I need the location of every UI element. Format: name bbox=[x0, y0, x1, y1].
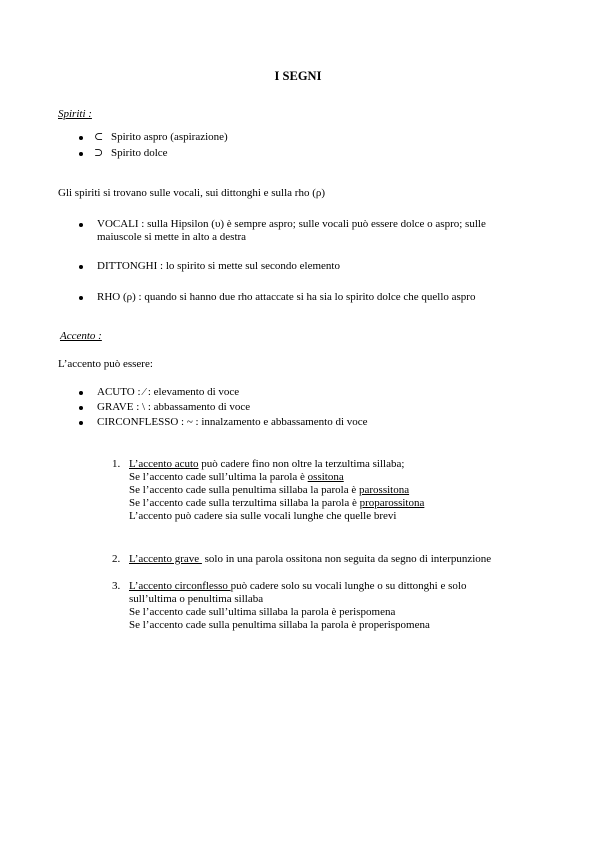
rule-rho: RHO (ρ) : quando si hanno due rho attaccate si ha sia lo spirito dolce che quello aspro bbox=[97, 291, 476, 303]
bullet-icon bbox=[79, 391, 83, 395]
line-text: Se l’accento cade sulla penultima sillaba la parola è bbox=[129, 484, 359, 496]
bullet-icon bbox=[79, 152, 83, 156]
spirito-dolce-symbol: ⊃ bbox=[94, 147, 104, 159]
numbered-item-1-line5: L’accento può cadere sia sulle vocali lunghe che quelle brevi bbox=[129, 510, 397, 522]
accento-intro: L’accento può essere: bbox=[58, 358, 153, 370]
term-proparossitona: proparossitona bbox=[359, 497, 425, 509]
list-number: 1. bbox=[112, 458, 121, 470]
rule-dittonghi: DITTONGHI : lo spirito si mette sul secondo elemento bbox=[97, 260, 340, 272]
accento-acuto: ACUTO : ⁄ : elevamento di voce bbox=[97, 386, 240, 398]
rule-vocali-line1: VOCALI : sulla Hipsilon (υ) è sempre aspro; sulle vocali può essere dolce o aspro; sulle bbox=[97, 218, 486, 230]
section-heading-accento: Accento : bbox=[60, 330, 102, 342]
bullet-icon bbox=[79, 406, 83, 410]
numbered-item-2-line1 bbox=[129, 553, 491, 566]
accento-acuto-label: L’accento acuto bbox=[129, 458, 199, 470]
numbered-item-1-line4 bbox=[129, 497, 424, 510]
rule-vocali-line2: maiuscole si mette in alto a destra bbox=[97, 231, 247, 243]
accento-circonflesso-label: L’accento circonflesso bbox=[129, 580, 231, 592]
numbered-item-3-line1 bbox=[129, 580, 466, 593]
bullet-icon bbox=[79, 223, 83, 227]
bullet-icon bbox=[79, 296, 83, 300]
list-number: 3. bbox=[112, 580, 121, 592]
bullet-icon bbox=[79, 421, 83, 425]
line-text: Se l’accento cade sulla terzultima sillaba la parola è bbox=[129, 497, 360, 509]
spirito-dolce-text: Spirito dolce bbox=[111, 147, 168, 159]
term-parossitona: parossitona bbox=[359, 484, 410, 496]
section-heading-spiriti: Spiriti : bbox=[58, 108, 92, 120]
spirito-aspro-symbol: ⊂ bbox=[94, 131, 104, 143]
accento-grave-label: L’accento grave bbox=[129, 553, 202, 565]
numbered-item-1-text: può cadere fino non oltre la terzultima sillaba; bbox=[198, 458, 405, 470]
line-text: Se l’accento cade sull’ultima la parola è bbox=[129, 471, 308, 483]
page-title: I SEGNI bbox=[274, 69, 322, 83]
numbered-item-3-text: può cadere solo su vocali lunghe o su dittonghi e solo bbox=[230, 580, 467, 592]
numbered-item-2-text: solo in una parola ossitona non seguita da segno di interpunzione bbox=[201, 553, 492, 565]
numbered-item-3-line3: Se l’accento cade sull’ultima sillaba la parola è perispomena bbox=[129, 606, 396, 618]
numbered-item-3-line2: sull’ultima o penultima sillaba bbox=[129, 593, 264, 605]
list-number: 2. bbox=[112, 553, 121, 565]
bullet-icon bbox=[79, 136, 83, 140]
bullet-icon bbox=[79, 265, 83, 269]
numbered-item-3-line4: Se l’accento cade sulla penultima sillaba la parola è properispomena bbox=[129, 619, 430, 631]
numbered-item-1-line3 bbox=[129, 484, 409, 497]
spirito-aspro-text: Spirito aspro (aspirazione) bbox=[111, 131, 228, 143]
spiriti-intro: Gli spiriti si trovano sulle vocali, sui dittonghi e sulla rho (ρ) bbox=[58, 187, 326, 199]
accento-circonflesso: CIRCONFLESSO : ~ : innalzamento e abbassamento di voce bbox=[97, 416, 368, 428]
numbered-item-1-line2 bbox=[129, 471, 344, 484]
term-ossitona: ossitona bbox=[307, 471, 344, 483]
accento-grave: GRAVE : \ : abbassamento di voce bbox=[97, 401, 251, 413]
numbered-item-1-line1 bbox=[129, 458, 404, 471]
